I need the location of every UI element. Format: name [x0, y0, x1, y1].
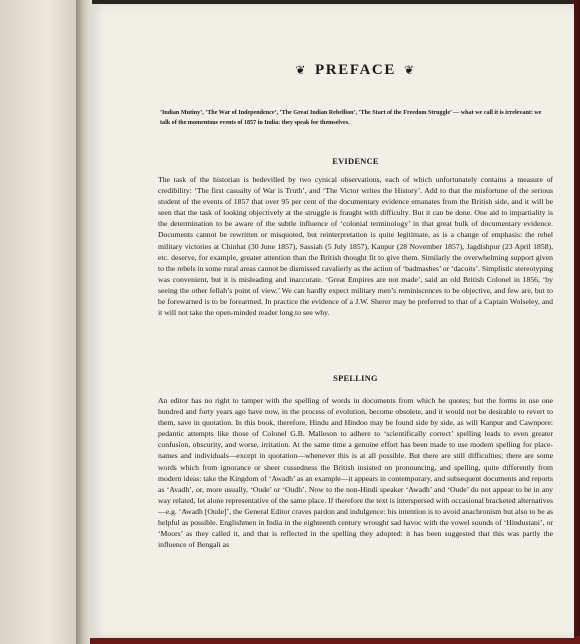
section-body-spelling [158, 395, 553, 550]
section-body-evidence [158, 174, 553, 318]
fleuron-left-icon: ❦ [295, 63, 308, 77]
section-heading-spelling: SPELLING [333, 374, 378, 383]
facing-page [0, 0, 80, 644]
fleuron-right-icon: ❦ [403, 63, 416, 77]
epigraph: ‘Indian Mutiny’, ‘The War of Independence’, ‘The Great Indian Rebellion’, ‘The Start of the Freedom Struggle’ — what we call it is irrelevant: we talk of the momentous events of 1857 in India: they speak for themselves. [160, 110, 542, 126]
title-text: PREFACE [315, 62, 396, 78]
book-page [90, 4, 574, 638]
section-heading-evidence: EVIDENCE [332, 157, 379, 166]
page-title [158, 62, 553, 79]
paragraph: The task of the historian is bedevilled by two cynical observations, each of which unfortunately contains a measure of credibility: ‘The first casualty of War is Truth’, and ‘The Victor writes the History’. Add to that the misfortune of the serious student of the events of 1857 that over 95 per cent of the documentary evidence emanates from the British side, and it will be seen that the task of looking objectively at the struggle is fraught with difficulty. But it can be done. One aid to impartiality is the determination to be aware of the subtle influence of ‘colonial terminology’ in that great bulk of documentary evidence. Documents cannot be rewritten or misquoted, but reinterpretation is quite legitimate, as is a change of emphasis: the rebel military victories at Chinhat (30 June 1857), Sassiah (5 July 1857), Kanpur (28 November 1857), Jagdishpur (23 April 1858), etc. deserve, for example, greater attention than the British thought fit to give them. Similarly the overwhelming support given to the rebels in some rural areas cannot be dismissed cavalierly as the action of ‘badmashes’ or ‘dacoits’. Simplistic stereotyping was convenient, but it is misleading and inaccurate. ‘Great Empires are not made’, said an old British Colonel in 1856, ‘by seeing the other fellah’s point of view.’ We can hardly expect military men’s reminiscences to be objective, and few are, but to be forewarned is to be forearmed. In practice the evidence of a J.W. Sherer may be preferred to that of a Captain Wolseley, and it will not take the open-minded reader long to see why. [158, 175, 553, 318]
paragraph: An editor has no right to tamper with the spelling of words in documents from which he quotes; but the forms in use one hundred and forty years ago have now, in the process of evolution, become obsolete, and it would not be desirable to revert to them, save in quotation. In this book, therefore, Hindu and Hindoo may be found side by side, as will Kanpur and Cawnpore: pedantic attempts like those of Colonel G.B. Malleson to adhere to ‘scientifically correct’ spelling leads to even greater confusion, obscurity, and worse, irritation. At the same time a genuine effort has been made to use modern spelling for place-names and individuals—except in quotation—whenever this is at all possible. But there are still difficulties; there are some words which from ignorance or sheer cussedness the British insisted on pronouncing, and spelling, quite differently from modern ideas: take the Kingdom of ‘Awadh’ as an example—it appears in contemporary, and subsequent documents and reports as ‘Avadh’, or, more usually, ‘Oude’ or ‘Oudh’. Now to the non-Hindi speaker ‘Awadh’ and ‘Oude’ do not appear to be in any way related, let alone representative of the same place. If therefore the text is interspersed with occasional bracketed alternatives—e.g. ‘Awadh [Oude]’, the General Editor craves pardon and indulgence: his intention is to avoid anachronism but also to be as helpful as possible. Englishmen in India in the eighteenth century wrought sad havoc with the vowel sounds of ‘Hindustani’, or ‘Moors’ as they called it, and that is reflected in the spelling they adopted: it has been suggested that this was partly the influence of Bengali as [158, 396, 553, 550]
